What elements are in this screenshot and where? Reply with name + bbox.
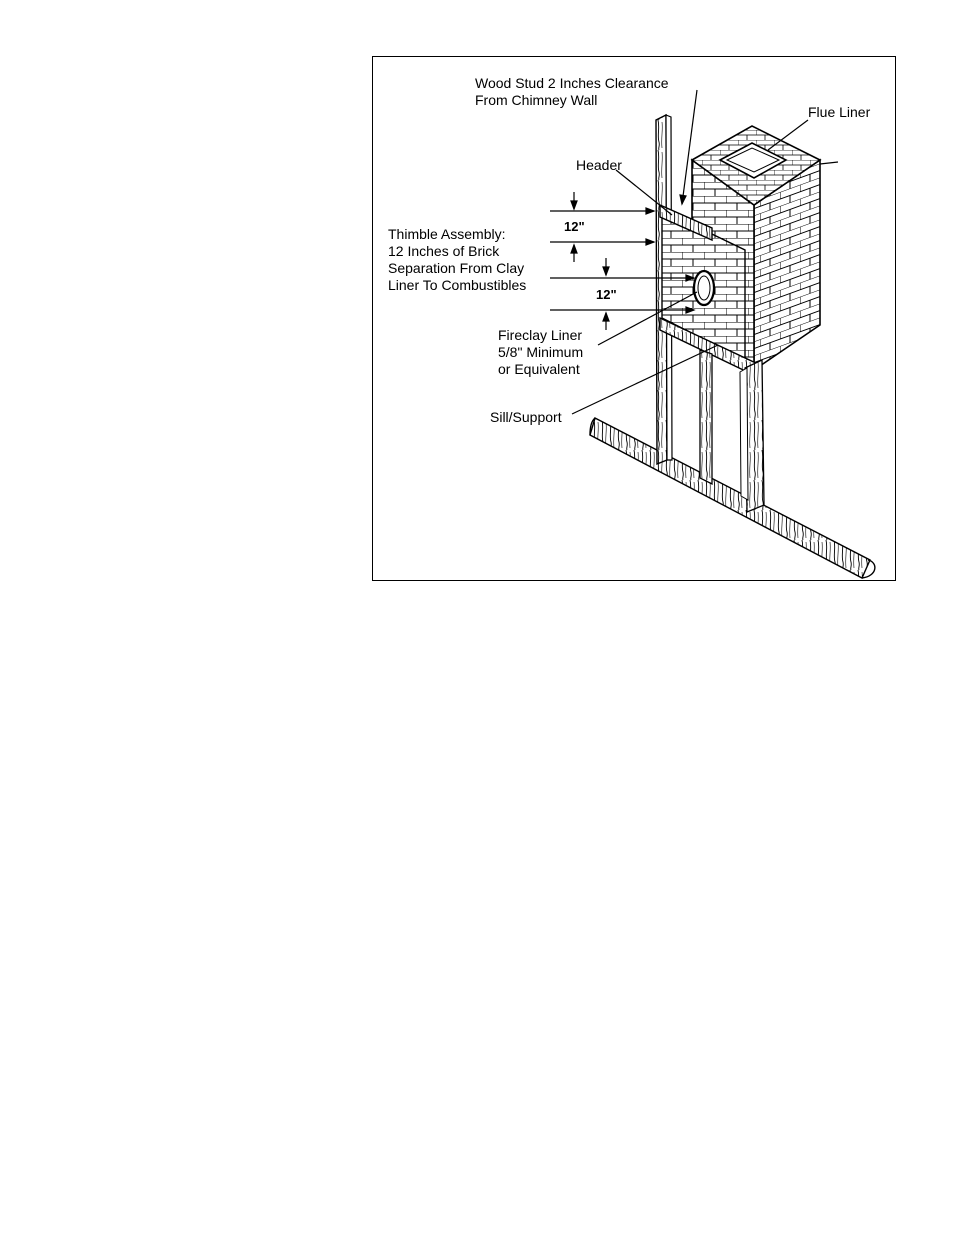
thimble-label-line3: Separation From Clay bbox=[388, 260, 525, 276]
fireclay-label-line1: Fireclay Liner bbox=[498, 327, 583, 343]
dimension-upper-label: 12" bbox=[564, 219, 585, 234]
wood-stud-label-line1: Wood Stud 2 Inches Clearance bbox=[475, 75, 669, 91]
floor-plate bbox=[590, 418, 875, 578]
fireclay-label-line2: 5/8" Minimum bbox=[498, 344, 584, 360]
thimble-label-line1: Thimble Assembly: bbox=[388, 226, 506, 242]
thimble-label-line4: Liner To Combustibles bbox=[388, 277, 527, 293]
fireclay-label-line3: or Equivalent bbox=[498, 361, 580, 377]
fireclay-liner bbox=[694, 271, 714, 305]
thimble-assembly-label bbox=[388, 226, 526, 294]
wood-stud-label bbox=[475, 75, 669, 109]
thimble-label-line2: 12 Inches of Brick bbox=[388, 243, 500, 259]
header-label: Header bbox=[576, 157, 622, 173]
fireclay-liner-label bbox=[498, 327, 583, 378]
leader-chimney-edge bbox=[820, 162, 838, 164]
sill-support-label: Sill/Support bbox=[490, 409, 562, 425]
flue-liner-label: Flue Liner bbox=[808, 104, 871, 120]
dimension-lower-label: 12" bbox=[596, 287, 617, 302]
leader-sill bbox=[572, 345, 718, 414]
wood-stud-label-line2: From Chimney Wall bbox=[475, 92, 598, 108]
